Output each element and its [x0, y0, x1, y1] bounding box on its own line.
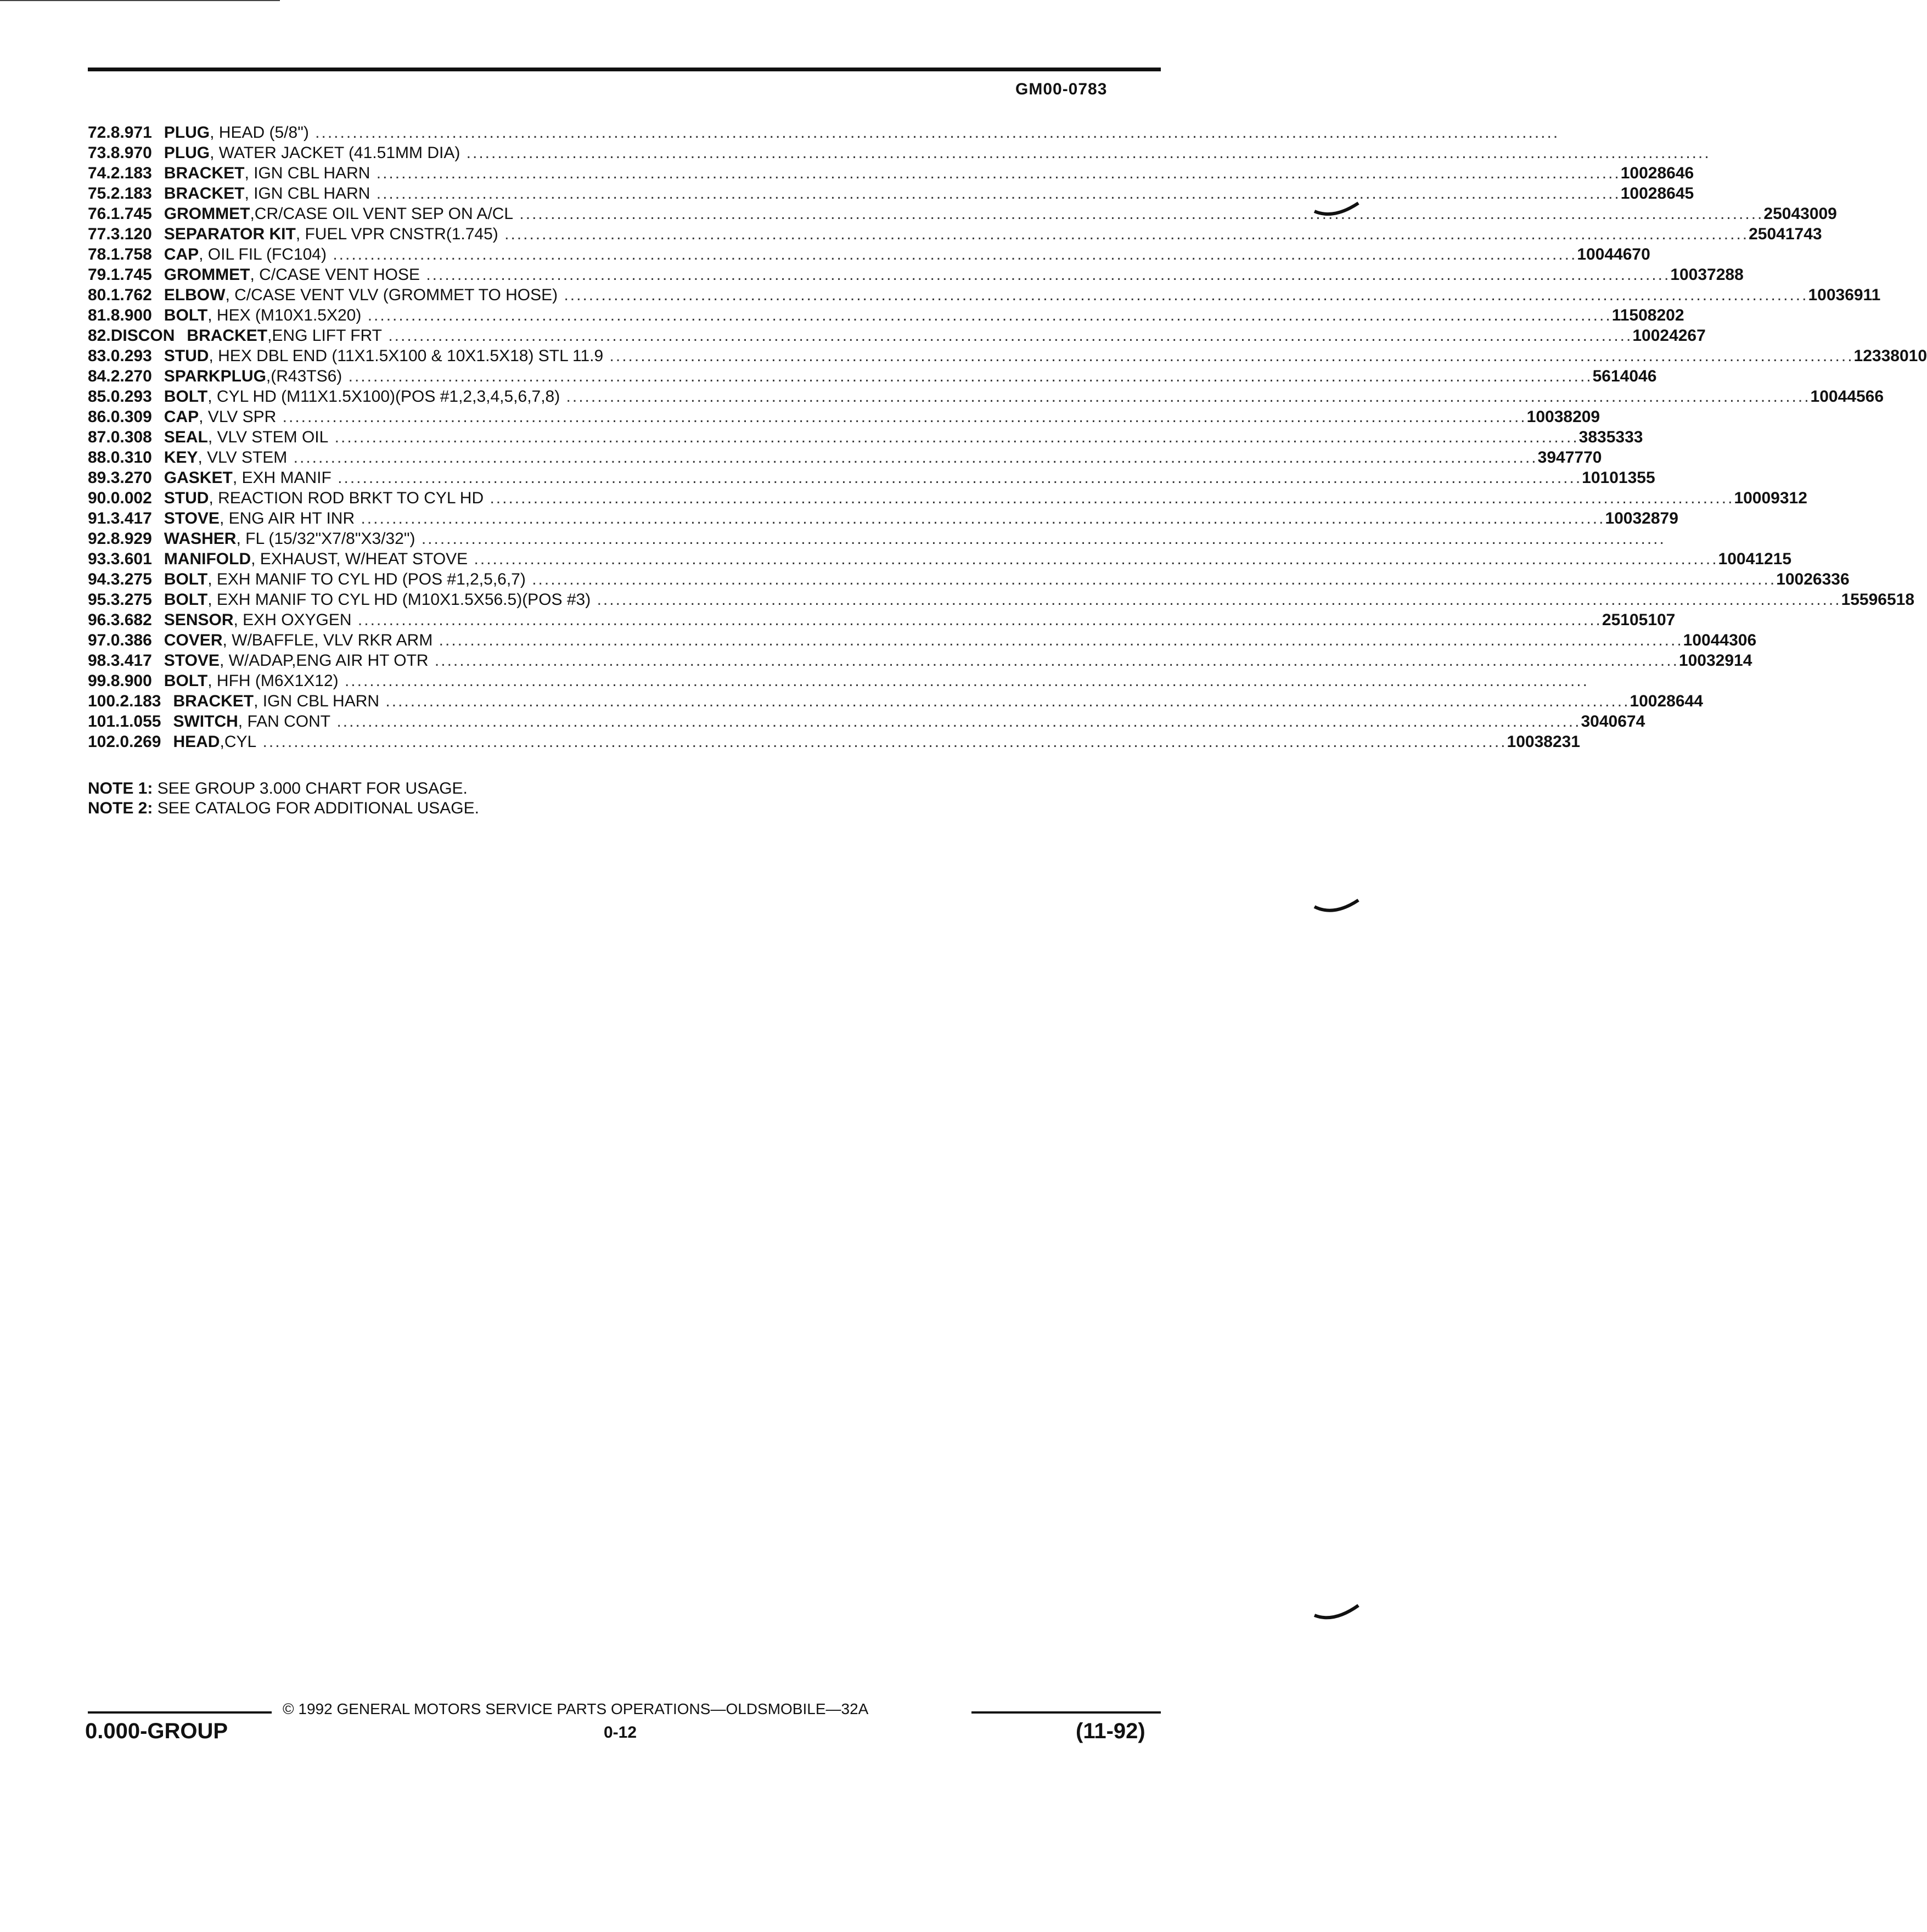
part-name: STUD — [164, 489, 209, 507]
part-number-index: 93. — [88, 550, 111, 568]
part-detail: , WATER JACKET (41.51MM DIA) — [210, 144, 460, 162]
part-row — [88, 286, 1881, 306]
gm-part-number: 3835333 — [1578, 428, 1643, 446]
group-number: 2.183 — [110, 164, 152, 182]
leader-dots: ........................................................................................................................................................................................................ — [432, 631, 1683, 649]
part-number-index: 80. — [88, 286, 111, 304]
part-number-index: 84. — [88, 367, 111, 385]
leader-dots: ........................................................................................................................................................................................................ — [498, 225, 1749, 243]
top-scan-rule — [0, 0, 280, 1]
group-number: 3.601 — [110, 550, 152, 568]
part-detail: ,(R43TS6) — [266, 367, 342, 385]
part-row — [88, 611, 1676, 631]
part-detail: , W/BAFFLE, VLV RKR ARM — [222, 631, 433, 649]
part-name: BOLT — [164, 672, 208, 690]
leader-dots: ........................................................................................................................................................................................................ — [558, 286, 1808, 304]
group-number: 3.120 — [110, 225, 152, 243]
leader-dots: ........................................................................................................................................................................................................ — [338, 672, 1589, 690]
part-name: SEPARATOR KIT — [164, 225, 296, 243]
part-name: PLUG — [164, 144, 210, 162]
note-text: SEE CATALOG FOR ADDITIONAL USAGE. — [157, 799, 479, 817]
gm-part-number: 10044306 — [1683, 631, 1757, 649]
part-name: STUD — [164, 347, 209, 365]
notes-section — [88, 779, 479, 819]
group-number: 8.971 — [110, 123, 152, 142]
part-name: BOLT — [164, 387, 208, 406]
gm-part-number: 10032879 — [1605, 509, 1678, 527]
group-number: 0.309 — [110, 408, 152, 426]
part-description — [164, 469, 1582, 487]
part-row — [88, 367, 1657, 387]
part-name: BRACKET — [164, 184, 245, 203]
leader-dots: ........................................................................................................................................................................................................ — [484, 489, 1734, 507]
scan-mark — [1312, 1600, 1361, 1627]
part-name: GROMMET — [164, 266, 250, 284]
part-number-index: 79. — [88, 266, 111, 284]
part-row — [88, 428, 1643, 448]
page-number: 0-12 — [604, 1723, 637, 1742]
part-description — [164, 408, 1527, 426]
group-number: 3.417 — [110, 652, 152, 670]
part-description — [164, 530, 1666, 548]
part-number-index: 102. — [88, 733, 120, 751]
copyright-line: © 1992 GENERAL MOTORS SERVICE PARTS OPERATIONS—OLDSMOBILE—32A — [283, 1700, 869, 1717]
leader-dots: ........................................................................................................................................................................................................ — [415, 530, 1666, 548]
part-description — [164, 672, 1589, 690]
part-number-index: 85. — [88, 387, 111, 406]
part-row — [88, 306, 1684, 327]
part-detail: , FAN CONT — [238, 712, 331, 731]
footer-rule-right — [971, 1711, 1161, 1714]
group-number: 1.758 — [110, 245, 152, 263]
gm-part-number: 10038231 — [1507, 733, 1580, 751]
part-detail: , IGN CBL HARN — [244, 164, 370, 182]
part-detail: , HEX DBL END (11X1.5X100 & 10X1.5X18) STL 11.9 — [209, 347, 604, 365]
part-detail: , CYL HD (M11X1.5X100)(POS #1,2,3,4,5,6,7,8) — [207, 387, 560, 406]
part-row — [88, 530, 1666, 550]
group-number: 1.762 — [110, 286, 152, 304]
leader-dots: ........................................................................................................................................................................................................ — [591, 591, 1841, 609]
group-number: 0.293 — [110, 387, 152, 406]
gm-part-number: 10038209 — [1526, 408, 1600, 426]
part-name: SEAL — [164, 428, 208, 446]
part-name: STOVE — [164, 652, 220, 670]
part-row — [88, 327, 1706, 347]
part-detail: , HEX (M10X1.5X20) — [207, 306, 362, 324]
part-description — [164, 205, 1764, 223]
part-number-index: 82. — [88, 327, 111, 345]
note-label: NOTE 2: — [88, 799, 153, 817]
gm-part-number: 10036911 — [1808, 286, 1881, 304]
leader-dots: ........................................................................................................................................................................................................ — [468, 550, 1718, 568]
part-number-index: 94. — [88, 570, 111, 588]
gm-part-number: 25105107 — [1602, 611, 1676, 629]
part-name: SPARKPLUG — [164, 367, 266, 385]
part-row — [88, 387, 1884, 408]
leader-dots: ........................................................................................................................................................................................................ — [560, 387, 1811, 406]
part-name: STOVE — [164, 509, 220, 527]
part-row — [88, 225, 1822, 245]
scan-mark — [1312, 895, 1361, 922]
part-detail: , REACTION ROD BRKT TO CYL HD — [209, 489, 484, 507]
part-description — [164, 631, 1683, 650]
part-detail: , C/CASE VENT HOSE — [250, 266, 420, 284]
part-number-index: 95. — [88, 591, 111, 609]
part-name: GROMMET — [164, 205, 250, 223]
part-description — [164, 225, 1749, 244]
parts-list — [88, 123, 1927, 753]
gm-part-number: 11508202 — [1611, 306, 1684, 324]
part-detail: ,CR/CASE OIL VENT SEP ON A/CL — [250, 205, 514, 223]
part-description — [164, 306, 1612, 325]
group-number: 0.310 — [110, 448, 152, 467]
leader-dots: ........................................................................................................................................................................................................ — [326, 245, 1577, 263]
part-description — [164, 184, 1621, 203]
part-number-index: 101. — [88, 712, 120, 731]
note-text: SEE GROUP 3.000 CHART FOR USAGE. — [157, 779, 468, 797]
part-detail: , EXH MANIF TO CYL HD (POS #1,2,5,6,7) — [207, 570, 526, 588]
part-detail: , IGN CBL HARN — [244, 184, 370, 203]
header-rule — [88, 68, 1161, 71]
group-number: 0.293 — [110, 347, 152, 365]
part-row — [88, 672, 1589, 692]
leader-dots: ........................................................................................................................................................................................................ — [331, 469, 1582, 487]
part-number-index: 86. — [88, 408, 111, 426]
part-number-index: 98. — [88, 652, 111, 670]
leader-dots: ........................................................................................................................................................................................................ — [460, 144, 1711, 162]
gm-part-number: 10028646 — [1620, 164, 1694, 182]
part-number-index: 96. — [88, 611, 111, 629]
group-number: 2.270 — [110, 367, 152, 385]
part-row — [88, 245, 1650, 266]
part-detail: , EXH OXYGEN — [233, 611, 352, 629]
part-row — [88, 164, 1694, 184]
part-row — [88, 509, 1678, 530]
part-name: HEAD — [173, 733, 220, 751]
part-row — [88, 408, 1600, 428]
part-description — [164, 266, 1671, 284]
leader-dots: ........................................................................................................................................................................................................ — [330, 712, 1581, 731]
part-description — [164, 489, 1734, 508]
group-number: 1.745 — [110, 205, 152, 223]
group-number: 1.745 — [110, 266, 152, 284]
part-description — [173, 712, 1581, 731]
group-number: 2.183 — [120, 692, 161, 710]
part-name: BRACKET — [173, 692, 254, 710]
group-number: 1.055 — [120, 712, 161, 731]
part-row — [88, 652, 1752, 672]
leader-dots: ........................................................................................................................................................................................................ — [379, 692, 1630, 710]
part-description — [164, 367, 1593, 386]
leader-dots: ........................................................................................................................................................................................................ — [525, 570, 1777, 588]
gm-part-number: 10032914 — [1678, 652, 1752, 670]
part-description — [164, 123, 1559, 142]
group-number: 8.970 — [110, 144, 152, 162]
footer-rule-left — [88, 1711, 272, 1714]
part-name: MANIFOLD — [164, 550, 251, 568]
group-number: 3.682 — [110, 611, 152, 629]
part-description — [164, 448, 1538, 467]
gm-part-number: 3947770 — [1537, 448, 1602, 467]
part-name: BOLT — [164, 570, 208, 588]
gm-part-number: 10028644 — [1630, 692, 1703, 710]
part-number-index: 89. — [88, 469, 111, 487]
group-number: 0.269 — [120, 733, 161, 751]
part-row — [88, 712, 1645, 733]
doc-id: GM00-0783 — [1015, 80, 1108, 98]
part-description — [164, 347, 1854, 366]
part-number-index: 87. — [88, 428, 111, 446]
note-line — [88, 779, 479, 799]
leader-dots: ........................................................................................................................................................................................................ — [603, 347, 1854, 365]
leader-dots: ........................................................................................................................................................................................................ — [256, 733, 1507, 751]
leader-dots: ........................................................................................................................................................................................................ — [355, 509, 1605, 527]
group-number: 0.308 — [110, 428, 152, 446]
part-detail: , VLV STEM OIL — [207, 428, 329, 446]
part-row — [88, 448, 1602, 469]
part-number-index: 76. — [88, 205, 111, 223]
part-row — [88, 123, 1560, 144]
part-number-index: 91. — [88, 509, 111, 527]
gm-part-number: 10044566 — [1810, 387, 1884, 406]
part-detail: , VLV SPR — [199, 408, 277, 426]
part-description — [173, 692, 1630, 711]
part-name: KEY — [164, 448, 198, 467]
part-description — [164, 591, 1841, 609]
group-number: DISCON — [110, 327, 175, 345]
part-number-index: 78. — [88, 245, 111, 263]
part-name: SENSOR — [164, 611, 234, 629]
part-name: ELBOW — [164, 286, 226, 304]
group-number: 3.270 — [110, 469, 152, 487]
part-name: GASKET — [164, 469, 233, 487]
part-number-index: 97. — [88, 631, 111, 649]
group-number: 0.002 — [110, 489, 152, 507]
part-detail: , HEAD (5/8") — [210, 123, 309, 142]
part-row — [88, 469, 1655, 489]
leader-dots: ........................................................................................................................................................................................................ — [419, 266, 1671, 284]
part-row — [88, 631, 1757, 652]
part-row — [88, 347, 1927, 367]
part-number-index: 100. — [88, 692, 120, 710]
part-row — [88, 733, 1580, 753]
part-number-index: 77. — [88, 225, 111, 243]
part-name: CAP — [164, 408, 199, 426]
part-description — [173, 733, 1507, 751]
part-number-index: 92. — [88, 530, 111, 548]
part-row — [88, 692, 1703, 712]
leader-dots: ........................................................................................................................................................................................................ — [361, 306, 1612, 324]
part-detail: , C/CASE VENT VLV (GROMMET TO HOSE) — [225, 286, 558, 304]
part-description — [164, 286, 1808, 305]
part-detail: , FL (15/32"X7/8"X3/32") — [236, 530, 415, 548]
part-name: BRACKET — [187, 327, 268, 345]
group-number: 8.900 — [110, 672, 152, 690]
part-description — [187, 327, 1632, 345]
part-row — [88, 184, 1694, 205]
gm-part-number: 25043009 — [1763, 205, 1837, 223]
leader-dots: ........................................................................................................................................................................................................ — [351, 611, 1602, 629]
group-number: 2.183 — [110, 184, 152, 203]
gm-part-number: 10041215 — [1718, 550, 1792, 568]
part-detail: , W/ADAP,ENG AIR HT OTR — [219, 652, 429, 670]
part-detail: , OIL FIL (FC104) — [199, 245, 327, 263]
part-description — [164, 570, 1776, 589]
part-row — [88, 550, 1792, 570]
part-detail: , HFH (M6X1X12) — [207, 672, 339, 690]
part-number-index: 88. — [88, 448, 111, 467]
part-number-index: 83. — [88, 347, 111, 365]
part-number-index: 81. — [88, 306, 111, 324]
gm-part-number: 15596518 — [1841, 591, 1915, 609]
part-row — [88, 591, 1915, 611]
part-description — [164, 611, 1602, 630]
part-row — [88, 266, 1744, 286]
leader-dots: ........................................................................................................................................................................................................ — [513, 205, 1764, 223]
gm-part-number: 25041743 — [1749, 225, 1822, 243]
gm-part-number: 10024267 — [1632, 327, 1706, 345]
part-description — [164, 144, 1711, 162]
part-row — [88, 570, 1850, 591]
leader-dots: ........................................................................................................................................................................................................ — [382, 327, 1633, 345]
part-detail: , IGN CBL HARN — [254, 692, 380, 710]
part-description — [164, 245, 1577, 264]
part-detail: ,CYL — [220, 733, 257, 751]
part-detail: , FUEL VPR CNSTR(1.745) — [295, 225, 498, 243]
part-description — [164, 387, 1811, 406]
part-description — [164, 164, 1621, 183]
part-number-index: 72. — [88, 123, 111, 142]
part-number-index: 75. — [88, 184, 111, 203]
part-name: COVER — [164, 631, 223, 649]
part-name: BRACKET — [164, 164, 245, 182]
note-label: NOTE 1: — [88, 779, 153, 797]
gm-part-number: 10026336 — [1776, 570, 1850, 588]
part-detail: , VLV STEM — [198, 448, 288, 467]
part-description — [164, 428, 1579, 447]
leader-dots: ........................................................................................................................................................................................................ — [342, 367, 1593, 385]
leader-dots: ........................................................................................................................................................................................................ — [287, 448, 1538, 467]
part-name: CAP — [164, 245, 199, 263]
group-number: 3.275 — [110, 591, 152, 609]
leader-dots: ........................................................................................................................................................................................................ — [370, 184, 1621, 203]
gm-part-number: 5614046 — [1592, 367, 1657, 385]
group-number: 3.417 — [110, 509, 152, 527]
gm-part-number: 3040674 — [1581, 712, 1645, 731]
group-label: 0.000-GROUP — [85, 1719, 228, 1743]
part-row — [88, 144, 1711, 164]
part-detail: , EXH MANIF TO CYL HD (M10X1.5X56.5)(POS #3) — [207, 591, 591, 609]
part-detail: , EXH MANIF — [232, 469, 332, 487]
gm-part-number: 10009312 — [1734, 489, 1807, 507]
part-number-index: 74. — [88, 164, 111, 182]
gm-part-number: 10037288 — [1670, 266, 1744, 284]
part-detail: ,ENG LIFT FRT — [267, 327, 382, 345]
part-name: SWITCH — [173, 712, 238, 731]
group-number: 8.900 — [110, 306, 152, 324]
part-name: PLUG — [164, 123, 210, 142]
gm-part-number: 12338010 — [1853, 347, 1927, 365]
gm-part-number: 10028645 — [1620, 184, 1694, 203]
group-number: 0.386 — [110, 631, 152, 649]
part-description — [164, 550, 1718, 569]
leader-dots: ........................................................................................................................................................................................................ — [308, 123, 1560, 142]
scan-mark — [1312, 195, 1361, 222]
note-line — [88, 799, 479, 819]
part-row — [88, 205, 1837, 225]
part-number-index: 99. — [88, 672, 111, 690]
revision-date: (11-92) — [1076, 1719, 1145, 1743]
group-number: 8.929 — [110, 530, 152, 548]
part-number-index: 73. — [88, 144, 111, 162]
part-name: BOLT — [164, 591, 208, 609]
part-number-index: 90. — [88, 489, 111, 507]
part-detail: , EXHAUST, W/HEAT STOVE — [251, 550, 468, 568]
group-number: 3.275 — [110, 570, 152, 588]
part-description — [164, 509, 1605, 528]
leader-dots: ........................................................................................................................................................................................................ — [428, 652, 1679, 670]
gm-part-number: 10044670 — [1577, 245, 1650, 263]
leader-dots: ........................................................................................................................................................................................................ — [370, 164, 1621, 182]
leader-dots: ........................................................................................................................................................................................................ — [276, 408, 1527, 426]
part-name: BOLT — [164, 306, 208, 324]
part-description — [164, 652, 1679, 670]
part-detail: , ENG AIR HT INR — [219, 509, 355, 527]
gm-part-number: 10101355 — [1582, 469, 1655, 487]
part-row — [88, 489, 1807, 509]
part-name: WASHER — [164, 530, 237, 548]
leader-dots: ........................................................................................................................................................................................................ — [328, 428, 1579, 446]
